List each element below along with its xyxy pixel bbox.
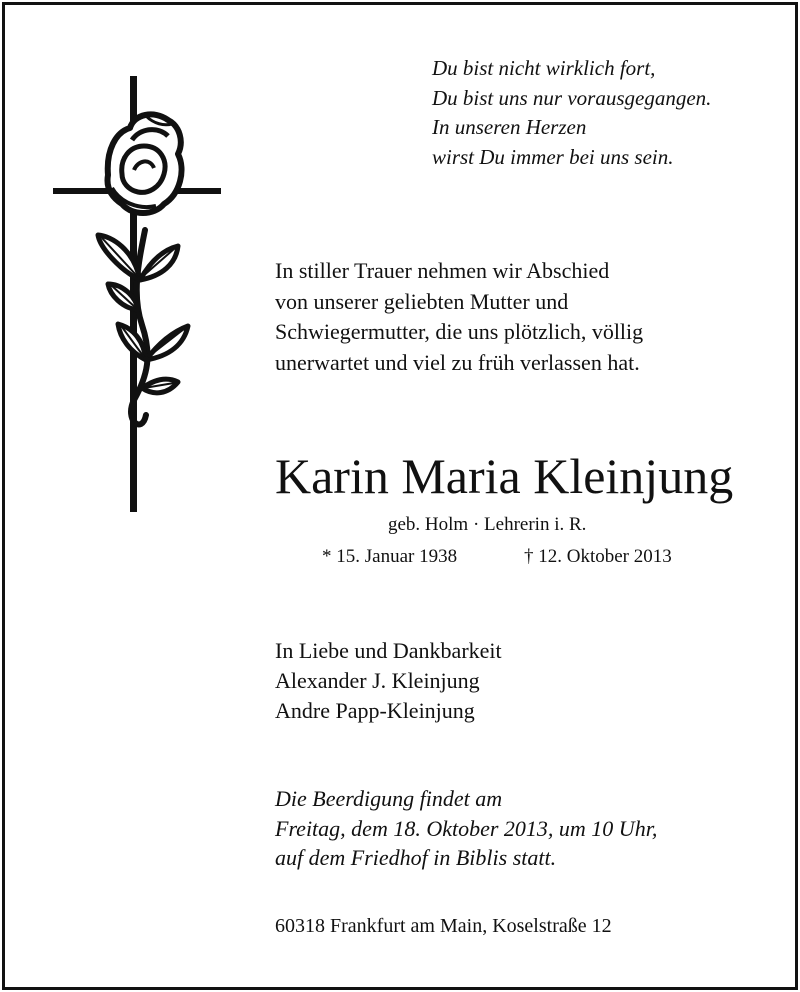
funeral-line: Freitag, dem 18. Oktober 2013, um 10 Uhr, (275, 815, 658, 841)
family-address: 60318 Frankfurt am Main, Koselstraße 12 (275, 915, 612, 937)
deceased-name: Karin Maria Kleinjung (275, 448, 734, 504)
poem-line: Du bist uns nur vorausgegangen. (432, 85, 712, 110)
mourner-line: In Liebe und Dankbarkeit (275, 638, 502, 663)
poem-line: Du bist nicht wirklich fort, (432, 56, 656, 80)
memorial-poem (432, 54, 711, 172)
intro-line: Schwiegermutter, die uns plötzlich, völlig (275, 319, 644, 344)
intro-line: unerwartet und viel zu früh verlassen hat. (275, 349, 640, 375)
deceased-details: geb. Holm · Lehrerin i. R. (388, 514, 587, 535)
mourning-intro (275, 256, 643, 378)
poem-line: wirst Du immer bei uns sein. (432, 144, 674, 169)
mourners-list (275, 636, 502, 726)
funeral-line: Die Beerdigung findet am (275, 786, 503, 811)
funeral-info (275, 784, 657, 873)
funeral-line: auf dem Friedhof in Biblis statt. (275, 845, 557, 870)
intro-line: In stiller Trauer nehmen wir Abschied (275, 258, 610, 283)
birth-date: * 15. Januar 1938 (322, 546, 458, 567)
intro-line: von unserer geliebten Mutter und (275, 288, 569, 314)
death-date: † 12. Oktober 2013 (524, 546, 672, 567)
mourner-line: Andre Papp-Kleinjung (275, 698, 475, 723)
poem-line: In unseren Herzen (432, 115, 587, 139)
cross-with-rose-icon (50, 70, 225, 515)
mourner-line: Alexander J. Kleinjung (275, 668, 480, 693)
